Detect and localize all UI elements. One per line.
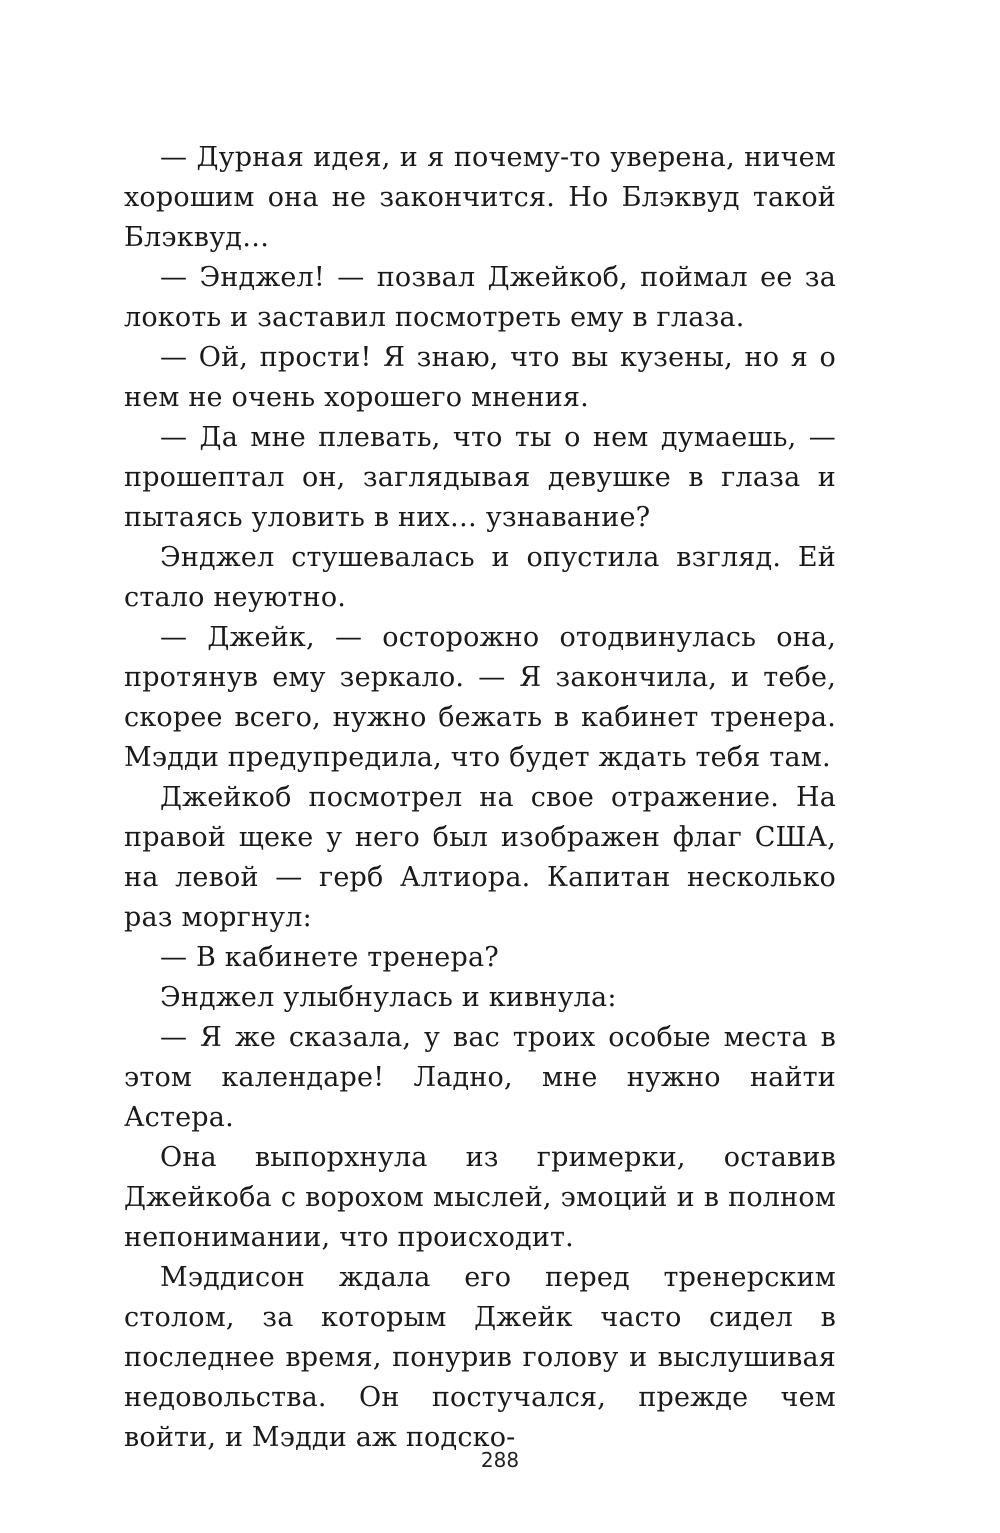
paragraph-7: Джейкоб посмотрел на свое отражение. На правой щеке у него был изображен флаг США, на левой — герб Алтиора. Капитан несколько раз моргнул: bbox=[124, 782, 836, 933]
paragraph-3: — Ой, прости! Я знаю, что вы кузены, но я о нем не очень хорошего мнения. bbox=[124, 342, 836, 413]
paragraph-6: — Джейк, — осторожно отодвинулась она, протянув ему зеркало. — Я закончила, и тебе, скорее всего, нужно бежать в кабинет тренера. Мэдди предупредила, что будет ждать тебя там. bbox=[124, 622, 836, 773]
paragraph-8: — В кабинете тренера? bbox=[160, 942, 499, 973]
paragraph-12: Мэддисон ждала его перед тренерским столом, за которым Джейк часто сидел в последнее время, понурив голову и выслушивая недовольства. Он постучался, прежде чем войти, и Мэдди аж подско- bbox=[124, 1262, 836, 1453]
page-number: 288 bbox=[480, 1448, 520, 1472]
paragraph-5: Энджел стушевалась и опустила взгляд. Ей стало неуютно. bbox=[124, 542, 836, 613]
paragraph-2: — Энджел! — позвал Джейкоб, поймал ее за локоть и заставил посмотреть ему в глаза. bbox=[124, 262, 836, 333]
paragraph-1: — Дурная идея, и я почему-то уверена, ничем хорошим она не закончится. Но Блэквуд такой Блэквуд… bbox=[124, 142, 836, 253]
paragraph-10: — Я же сказала, у вас троих особые места в этом календаре! Ладно, мне нужно найти Астера. bbox=[124, 1022, 836, 1133]
body-text bbox=[124, 138, 836, 1458]
paragraph-4: — Да мне плевать, что ты о нем думаешь, — прошептал он, заглядывая девушке в глаза и пытаясь уловить в них… узнавание? bbox=[124, 422, 836, 533]
paragraph-9: Энджел улыбнулась и кивнула: bbox=[160, 982, 617, 1013]
paragraph-11: Она выпорхнула из гримерки, оставив Джейкоба с ворохом мыслей, эмоций и в полном непонимании, что происходит. bbox=[124, 1142, 836, 1253]
